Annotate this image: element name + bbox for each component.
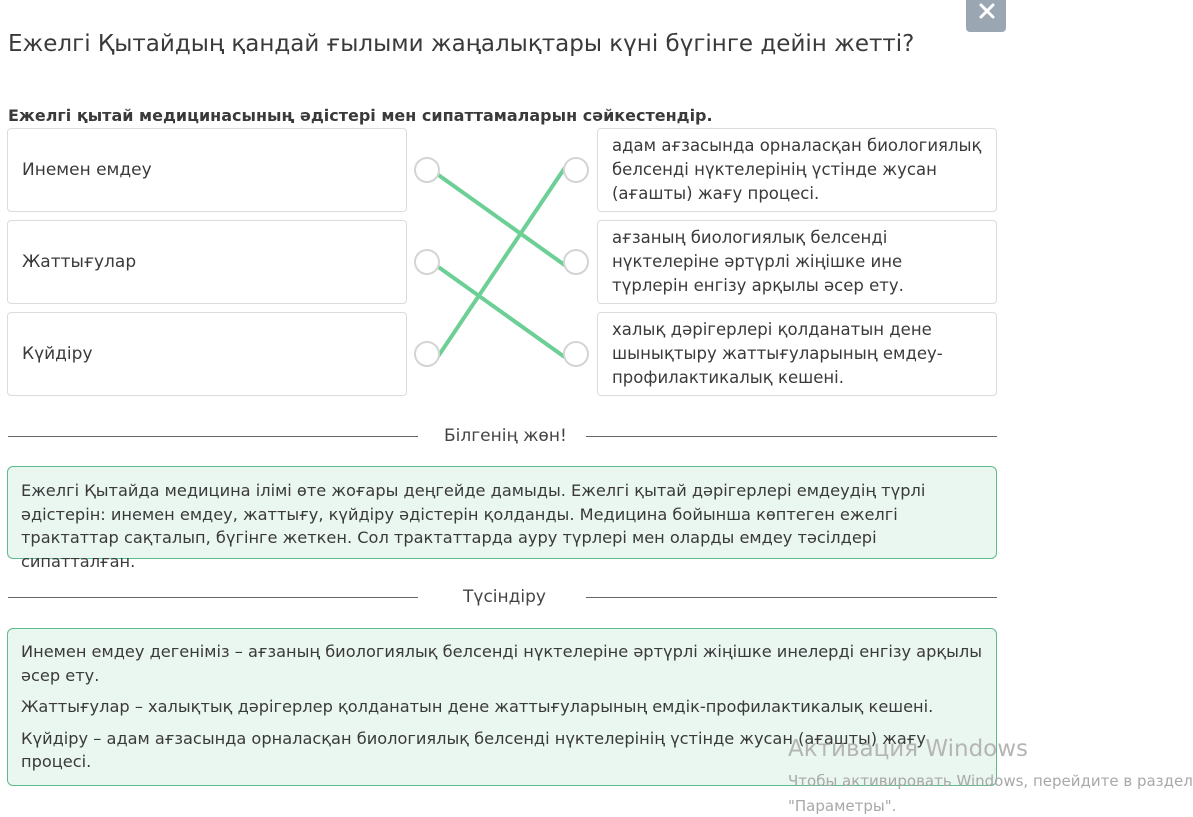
explanation-label: Түсіндіру	[463, 587, 546, 607]
windows-activation-text: "Параметры".	[788, 797, 897, 815]
explanation-panel	[7, 628, 997, 786]
left-item-label: Жаттығулар	[22, 252, 137, 272]
left-item-label: Күйдіру	[22, 344, 93, 364]
right-item-label: адам ағзасында орналасқан биологиялық белсенді нүктелерінің үстінде жусан (ағашты) жағу процесі.	[612, 136, 982, 203]
match-line	[437, 266, 566, 358]
match-connectors	[0, 0, 998, 420]
divider-line	[8, 436, 418, 437]
divider-line	[586, 597, 997, 598]
left-connector-dot[interactable]	[415, 342, 439, 366]
right-connector-dot[interactable]	[564, 250, 588, 274]
feedback-label: Білгенің жөн!	[444, 426, 567, 446]
windows-activation-title: Активация Windows	[788, 736, 1029, 762]
right-connector-dot[interactable]	[564, 158, 588, 182]
windows-activation-text: Чтобы активировать Windows, перейдите в раздел	[788, 772, 1193, 790]
match-line	[437, 174, 566, 266]
divider-line	[586, 436, 997, 437]
left-item-label: Инемен емдеу	[22, 160, 152, 180]
feedback-panel	[7, 466, 997, 571]
explanation-paragraph: Жаттығулар – халықтық дәрігерлер қолданатын дене жаттығуларының емдік-профилактикалық кешені.	[21, 697, 934, 716]
divider-line	[8, 597, 418, 598]
right-item-label: ағзаның биологиялық белсенді нүктелеріне әртүрлі жіңішке ине түрлерін енгізу арқылы әсер ету.	[612, 228, 904, 295]
left-connector-dot[interactable]	[415, 158, 439, 182]
explanation-paragraph: Инемен емдеу дегеніміз – ағзаның биологиялық белсенді нүктелеріне әртүрлі жіңішке инелерді енгізу арқылы әсер ету.	[21, 642, 983, 685]
question-title: Ежелгі Қытайдың қандай ғылыми жаңалықтары күні бүгінге дейін жетті?	[8, 31, 915, 57]
right-connector-dot[interactable]	[564, 342, 588, 366]
left-connector-dot[interactable]	[415, 250, 439, 274]
match-line	[437, 166, 566, 358]
right-item-label: халық дәрігерлері қолданатын дене шынықтыру жаттығуларының емдеу-профилактикалық кешені.	[612, 320, 943, 387]
question-instruction: Ежелгі қытай медицинасының әдістері мен сипаттамаларын сәйкестендір.	[8, 106, 713, 125]
feedback-text: Ежелгі Қытайда медицина ілімі өте жоғары деңгейде дамыды. Ежелгі қытай дәрігерлері емдеудің түрлі әдістерін: инемен емдеу, жаттығу, күйдіру әдістерін қолданды. Медицина бойынша көптеген ежелгі трактаттар сақталып, бүгінге жеткен. Сол трактаттарда ауру түрлері мен оларды емдеу тәсілдері сипатталған.	[21, 481, 926, 571]
explanation-paragraph: Күйдіру – адам ағзасында орналасқан биологиялық белсенді нүктелерінің үстінде жусан (ағашты) жағу процесі.	[21, 728, 926, 771]
